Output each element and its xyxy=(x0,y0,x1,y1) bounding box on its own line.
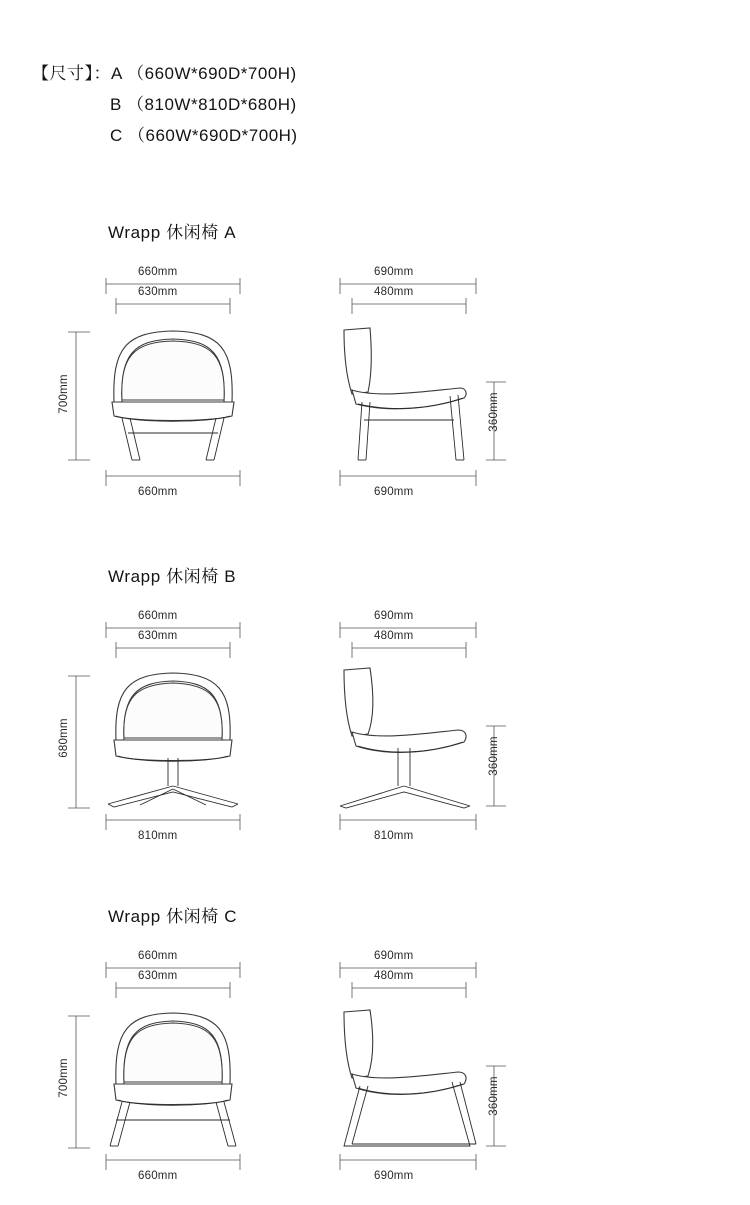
dim-c-side-top-1: 690mm xyxy=(374,950,414,962)
dim-b-front-height: 680mm xyxy=(58,718,70,758)
dim-b-side-top-2: 480mm xyxy=(374,630,414,642)
dim-a-front-top-2: 630mm xyxy=(138,286,178,298)
drawing-c-front xyxy=(60,954,320,1194)
dim-b-side-height: 360mm xyxy=(488,736,500,776)
drawing-b-front xyxy=(60,614,320,854)
spec-line-c: C （660W*690D*700H) xyxy=(110,126,298,145)
dim-a-front-bottom: 660mm xyxy=(138,486,178,498)
dim-a-front-top-1: 660mm xyxy=(138,266,178,278)
dim-c-side-top-2: 480mm xyxy=(374,970,414,982)
drawing-a-side xyxy=(300,270,560,510)
dim-c-side-height: 360mm xyxy=(488,1076,500,1116)
dim-b-front-top-1: 660mm xyxy=(138,610,178,622)
dimension-spec-block xyxy=(32,58,298,151)
view-a-front xyxy=(58,266,320,510)
drawing-a-front xyxy=(60,270,320,510)
dim-a-side-height: 360mm xyxy=(488,392,500,432)
dim-a-side-bottom: 690mm xyxy=(374,486,414,498)
dim-b-side-top-1: 690mm xyxy=(374,610,414,622)
view-b-front xyxy=(58,610,320,854)
view-b-side xyxy=(300,610,560,854)
view-c-side xyxy=(300,950,560,1194)
dim-c-front-top-2: 630mm xyxy=(138,970,178,982)
view-a-side xyxy=(300,266,560,510)
dim-a-side-top-1: 690mm xyxy=(374,266,414,278)
dim-c-front-top-1: 660mm xyxy=(138,950,178,962)
section-title-b: Wrapp 休闲椅 B xyxy=(108,567,237,586)
dim-b-side-bottom: 810mm xyxy=(374,830,414,842)
section-title-c: Wrapp 休闲椅 C xyxy=(108,907,238,926)
dim-c-front-bottom: 660mm xyxy=(138,1170,178,1182)
spec-line-a: 【尺寸】：A （660W*690D*700H) xyxy=(32,64,297,83)
dim-b-front-bottom: 810mm xyxy=(138,830,178,842)
dim-c-side-bottom: 690mm xyxy=(374,1170,414,1182)
section-title-a: Wrapp 休闲椅 A xyxy=(108,223,237,242)
dim-b-front-top-2: 630mm xyxy=(138,630,178,642)
drawing-b-side xyxy=(300,614,560,854)
dim-c-front-height: 700mm xyxy=(58,1058,70,1098)
dim-a-side-top-2: 480mm xyxy=(374,286,414,298)
view-c-front xyxy=(58,950,320,1194)
dim-a-front-height: 700mm xyxy=(58,374,70,414)
drawing-c-side xyxy=(300,954,560,1194)
spec-line-b: B （810W*810D*680H) xyxy=(110,95,297,114)
